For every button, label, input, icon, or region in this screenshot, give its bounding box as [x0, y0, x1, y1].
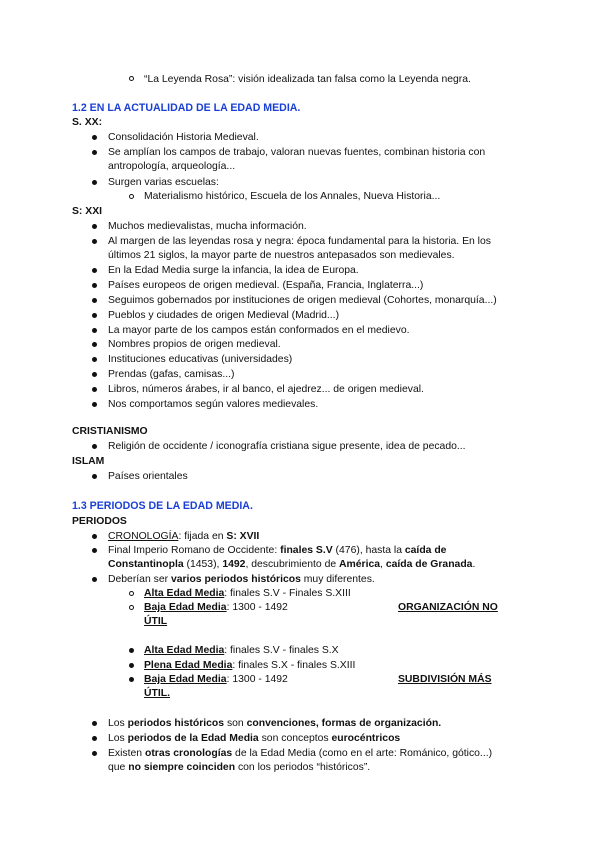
bullet [92, 577, 97, 582]
section-1-2-heading: 1.2 EN LA ACTUALIDAD DE LA EDAD MEDIA. [72, 102, 301, 114]
organizacion-note-continuation: ÚTIL [144, 616, 168, 627]
sxx-item: Surgen varias escuelas: [108, 177, 219, 188]
islam-label: ISLAM [72, 456, 105, 467]
bullet [92, 357, 97, 362]
otras-cronologias-line-2 [108, 761, 370, 774]
bullet [92, 444, 97, 449]
sxx-item-continuation: antropología, arqueología... [108, 161, 236, 172]
bullet [92, 548, 97, 553]
bullet [92, 342, 97, 347]
sxxi-item: Seguimos gobernados por instituciones de origen medieval (Cohortes, monarquía...) [108, 295, 497, 306]
sxxi-item: Muchos medievalistas, mucha información. [108, 221, 307, 232]
eurocentricos-line [108, 732, 400, 745]
otras-text: con los periodos “históricos”. [235, 762, 371, 773]
deberian-text: Deberían ser [108, 574, 171, 585]
bullet [92, 474, 97, 479]
conv-text: Los [108, 718, 128, 729]
circle-bullet [129, 194, 134, 199]
convenciones-line [108, 717, 441, 730]
deberian-line [108, 573, 375, 586]
conv-text: son [224, 718, 247, 729]
circle-bullet [129, 591, 134, 596]
bullet [92, 372, 97, 377]
bullet [92, 387, 97, 392]
cronologia-text: : fijada en [178, 531, 227, 542]
bullet [129, 663, 134, 668]
fin-bold: caída de Granada [385, 559, 473, 570]
bullet [92, 239, 97, 244]
section-1-3-heading: 1.3 PERIODOS DE LA EDAD MEDIA. [72, 500, 253, 512]
leyenda-rosa-line: “La Leyenda Rosa”: visión idealizada tan falsa como la Leyenda negra. [144, 74, 471, 85]
bullet [92, 534, 97, 539]
option1-alta-line [144, 587, 351, 600]
fin-bold: América [339, 559, 381, 570]
period-label: Plena Edad Media [144, 660, 233, 671]
sxxi-item: Países europeos de origen medieval. (España, Francia, Inglaterra...) [108, 280, 424, 291]
option2-baja-line [144, 673, 288, 686]
fin-bold: 1492 [222, 559, 246, 570]
cristianismo-item: Religión de occidente / iconografía cristiana sigue presente, idea de pecado... [108, 441, 466, 452]
sxxi-item: Pueblos y ciudades de origen Medieval (Madrid...) [108, 310, 340, 321]
bullet [129, 648, 134, 653]
otras-bold: no siempre coinciden [128, 762, 236, 773]
option2-plena-line [144, 659, 355, 672]
final-imperio-line-2 [108, 558, 475, 571]
sxxi-item: Instituciones educativas (universidades) [108, 354, 293, 365]
bullet [92, 736, 97, 741]
cronologia-line [108, 530, 259, 543]
bullet [92, 150, 97, 155]
periodos-label: PERIODOS [72, 516, 127, 527]
bullet [92, 328, 97, 333]
deberian-text: muy diferentes. [300, 574, 375, 585]
option2-alta-line [144, 644, 339, 657]
cronologia-date: S: XVII [226, 531, 260, 542]
sxxi-label: S: XXI [72, 206, 103, 217]
fin-bold: Constantinopla [108, 559, 184, 570]
fin-text: (1453), [183, 559, 223, 570]
period-range: : finales S.V - finales S.X [224, 645, 339, 656]
otras-cronologias-line-1 [108, 747, 492, 760]
sxxi-item: En la Edad Media surge la infancia, la idea de Europa. [108, 265, 359, 276]
subdivision-note-continuation: ÚTIL. [144, 688, 170, 699]
sxx-item: Se amplían los campos de trabajo, valoran nuevas fuentes, combinan historia con [108, 147, 486, 158]
final-imperio-line-1 [108, 544, 446, 557]
circle-bullet [129, 76, 134, 81]
period-range: : 1300 - 1492 [226, 602, 288, 613]
sxx-label: S. XX: [72, 117, 103, 128]
subdivision-note: SUBDIVISIÓN MÁS [398, 674, 492, 685]
euro-bold: periodos de la Edad Media [127, 733, 259, 744]
otras-text: que [108, 762, 129, 773]
bullet [92, 313, 97, 318]
fin-bold: finales S.V [280, 545, 333, 556]
bullet [92, 180, 97, 185]
bullet [92, 268, 97, 273]
period-range: : finales S.V - Finales S.XIII [224, 588, 351, 599]
sxx-subitem: Materialismo histórico, Escuela de los Annales, Nueva Historia... [144, 191, 441, 202]
circle-bullet [129, 605, 134, 610]
bullet [92, 751, 97, 756]
bullet [129, 677, 134, 682]
conv-bold: periodos históricos [127, 718, 225, 729]
period-label: Baja Edad Media [144, 602, 227, 613]
cristianismo-label: CRISTIANISMO [72, 426, 148, 437]
otras-bold: otras cronologías [144, 748, 233, 759]
fin-text: . [472, 559, 476, 570]
fin-text: , descubrimiento de [245, 559, 340, 570]
cronologia-term: CRONOLOGÍA [108, 531, 179, 542]
fin-text: (476), hasta la [332, 545, 405, 556]
bullet [92, 402, 97, 407]
otras-text: de la Edad Media (como en el arte: Románico, gótico...) [232, 748, 493, 759]
otras-text: Existen [108, 748, 145, 759]
sxxi-item-continuation: últimos 21 siglos, la mayor parte de nuestros antepasados son medievales. [108, 250, 455, 261]
period-range: : finales S.X - finales S.XIII [232, 660, 356, 671]
euro-text: Los [108, 733, 128, 744]
fin-bold: caída de [404, 545, 447, 556]
fin-text: Final Imperio Romano de Occidente: [108, 545, 281, 556]
euro-text: son conceptos [258, 733, 332, 744]
sxxi-item: Nos comportamos según valores medievales. [108, 399, 319, 410]
sxxi-item: La mayor parte de los campos están conformados en el medievo. [108, 325, 410, 336]
bullet [92, 283, 97, 288]
period-label: Baja Edad Media [144, 674, 227, 685]
sxx-item: Consolidación Historia Medieval. [108, 132, 259, 143]
bullet [92, 298, 97, 303]
euro-bold: eurocéntricos [331, 733, 401, 744]
fin-text: , [380, 559, 386, 570]
conv-bold: convenciones, formas de organización. [246, 718, 442, 729]
deberian-bold: varios periodos históricos [170, 574, 301, 585]
organizacion-note: ORGANIZACIÓN NO [398, 602, 498, 613]
sxxi-item: Libros, números árabes, ir al banco, el ajedrez... de origen medieval. [108, 384, 424, 395]
sxxi-item: Prendas (gafas, camisas...) [108, 369, 235, 380]
period-label: Alta Edad Media [144, 645, 225, 656]
sxxi-item: Al margen de las leyendas rosa y negra: época fundamental para la historia. En los [108, 236, 491, 247]
period-label: Alta Edad Media [144, 588, 225, 599]
period-range: : 1300 - 1492 [226, 674, 288, 685]
bullet [92, 224, 97, 229]
sxxi-item: Nombres propios de origen medieval. [108, 339, 281, 350]
bullet [92, 721, 97, 726]
option1-baja-line [144, 601, 288, 614]
islam-item: Países orientales [108, 471, 188, 482]
bullet [92, 135, 97, 140]
